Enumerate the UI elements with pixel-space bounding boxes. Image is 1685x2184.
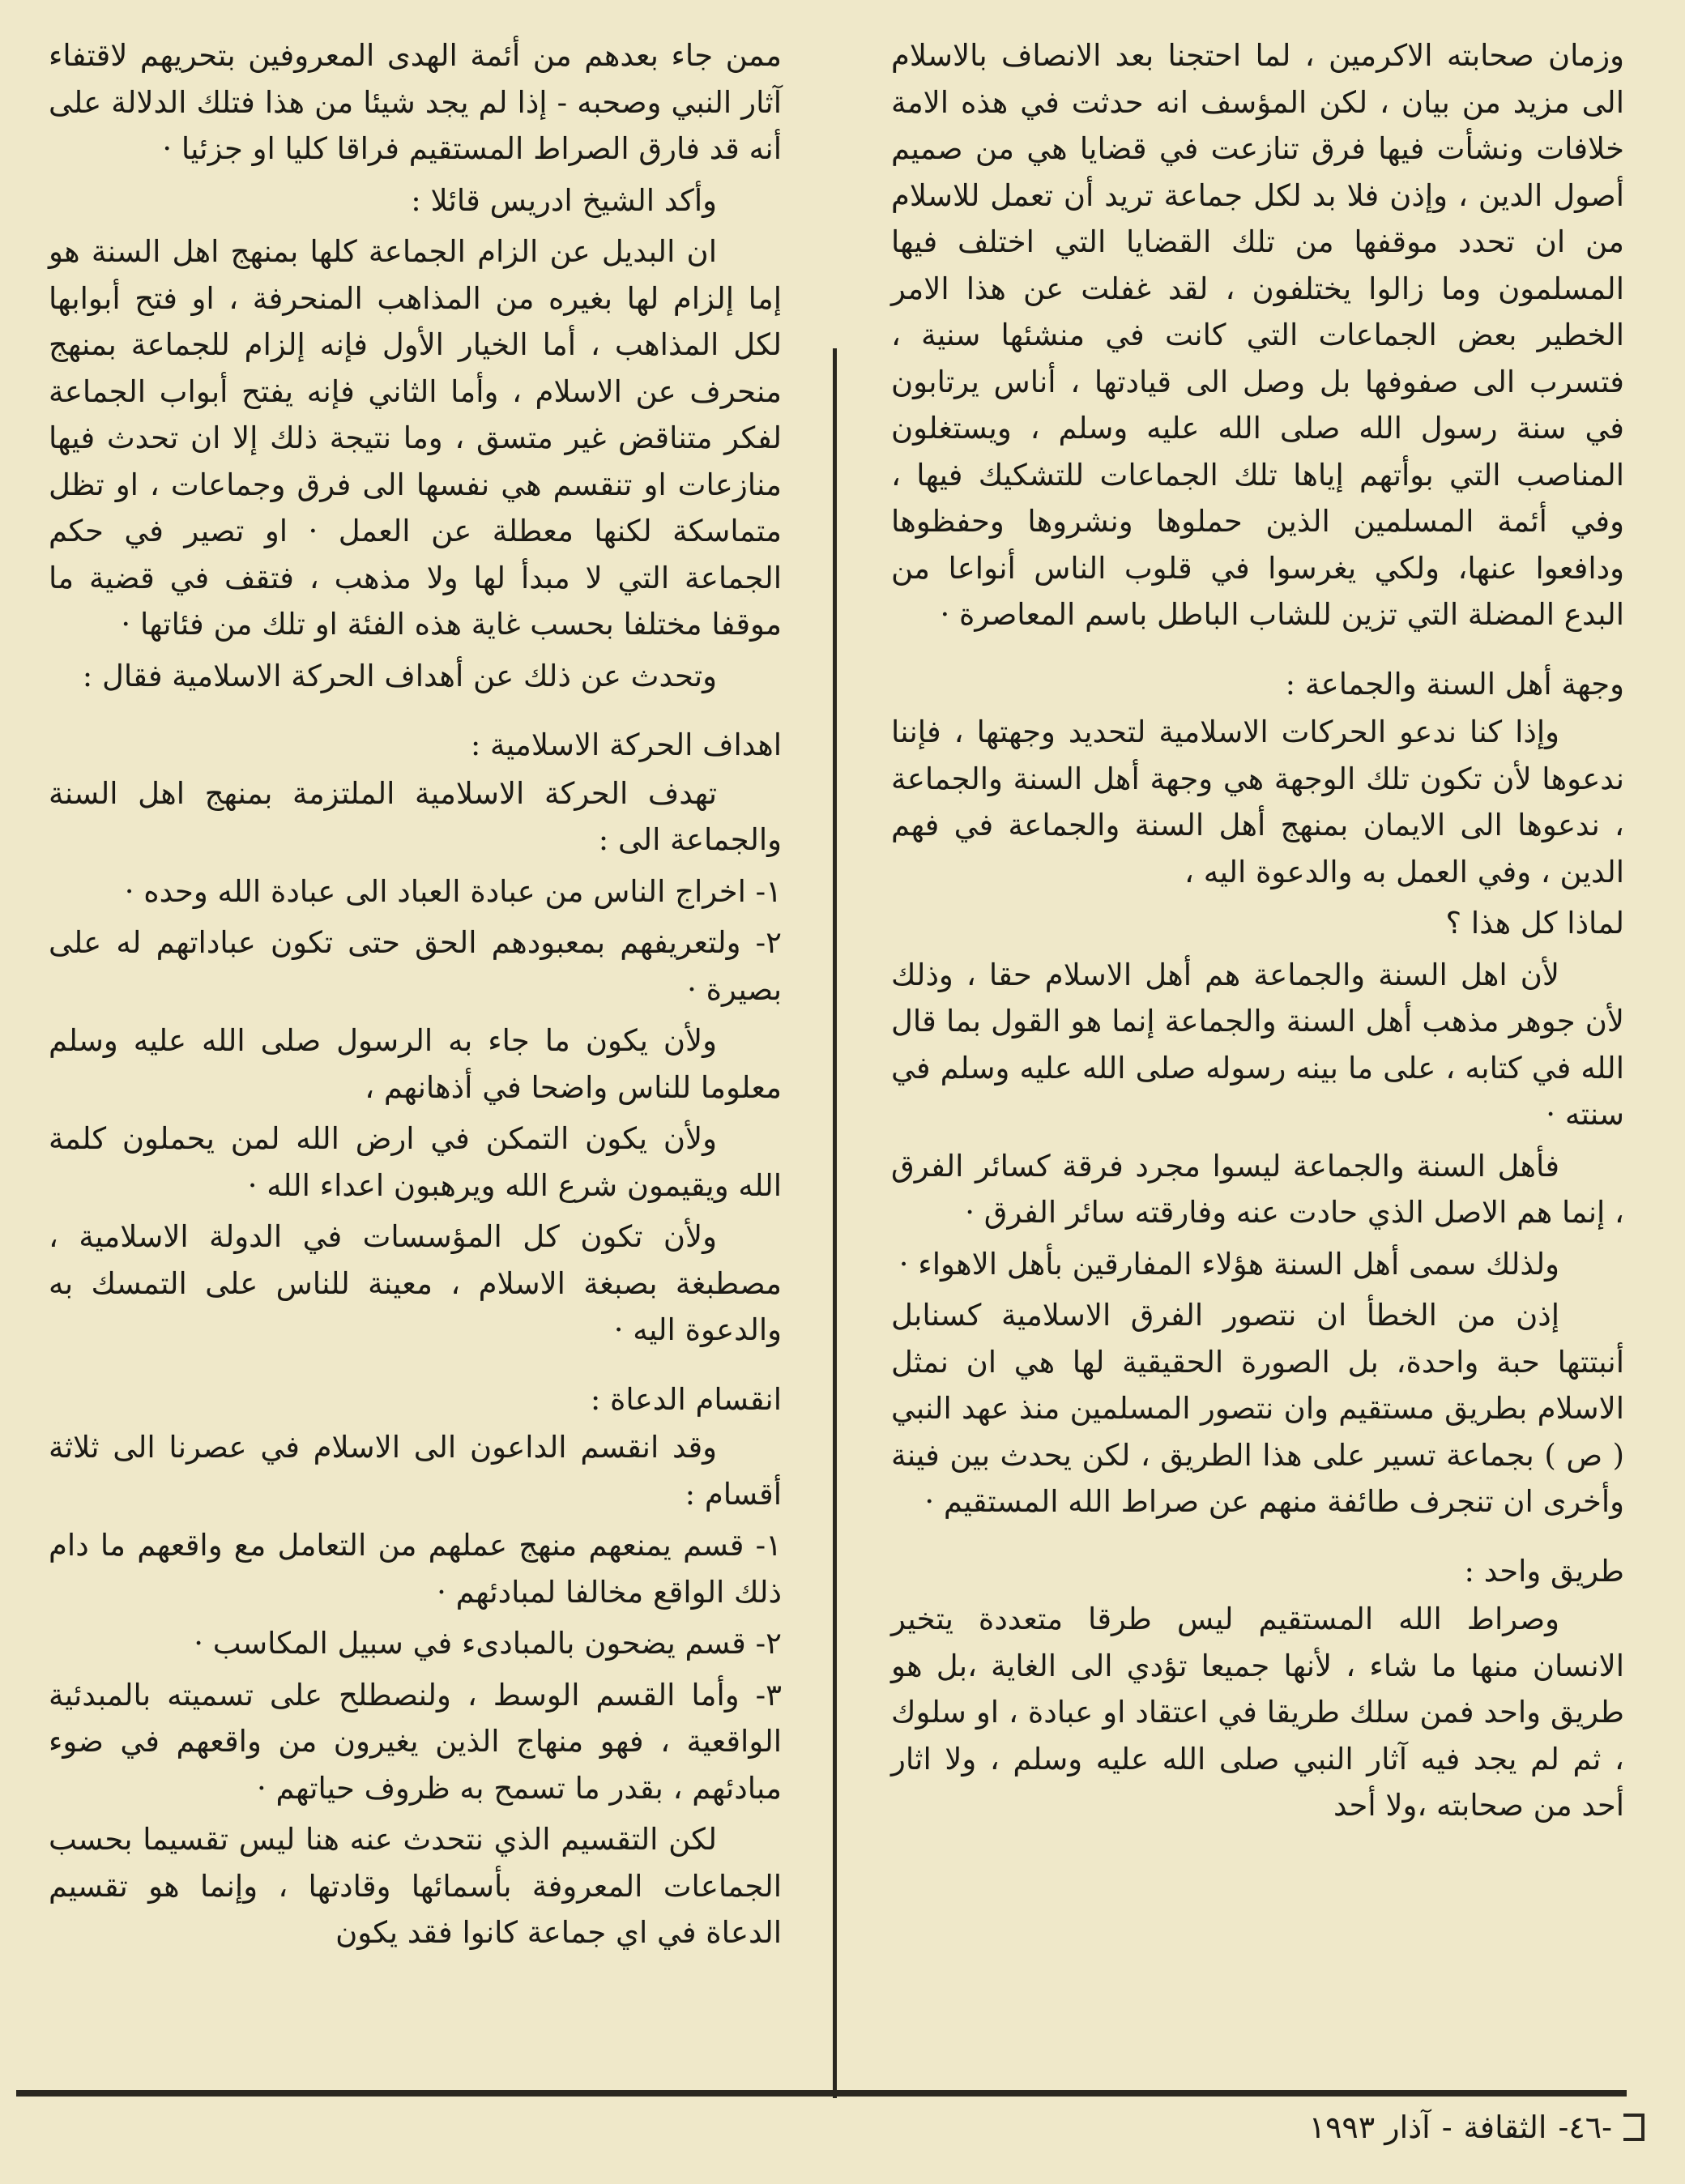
- paragraph: وتحدث عن ذلك عن أهداف الحركة الاسلامية فقال :: [82, 658, 717, 693]
- paragraph: لماذا كل هذا ؟: [1445, 906, 1624, 941]
- left-column: [49, 32, 782, 2058]
- page-number: -٤٦-: [1558, 2109, 1612, 2145]
- right-column: [891, 32, 1624, 2050]
- paragraph: لأن اهل السنة والجماعة هم أهل الاسلام حقا ، وذلك لأن جوهر مذهب أهل السنة والجماعة إنما هو القول بما قال الله في كتابه ، على ما بينه رسوله صلى الله عليه وسلم في سنته ·: [891, 957, 1624, 1132]
- paragraph: فأهل السنة والجماعة ليسوا مجرد فرقة كسائر الفرق ، إنما هم الاصل الذي حادت عنه وفارقته سائر الفرق ·: [891, 1148, 1624, 1230]
- section-heading: وجهة أهل السنة والجماعة :: [1285, 666, 1624, 702]
- paragraph: تهدف الحركة الاسلامية الملتزمة بمنهج اهل السنة والجماعة الى :: [49, 775, 782, 857]
- issue-date: آذار ١٩٩٣: [1308, 2109, 1431, 2145]
- paragraph: ان البديل عن الزام الجماعة كلها بمنهج اهل السنة هو إما إلزام لها بغيره من المذاهب المنحرفة ، او فتح أبوابها لكل المذاهب ، أما الخيار الأول فإنه إلزام للجماعة بمنهج منحرف عن الاسلام ، وأما الثاني فإنه يفتح أبواب الجماعة لفكر متناقض غير متسق ، وما نتيجة ذلك إلا ان تحدث فيها منازعات او تنقسم هي نفسها الى فرق وجماعات ، او تظل متماسكة لكنها معطلة عن العمل · او تصير في حكم الجماعة التي لا مبدأ لها ولا مذهب ، فتقف في قضية ما موقفا مختلفا بحسب غاية هذه الفئة او تلك من فئاتها ·: [49, 234, 782, 642]
- paragraph: وإذا كنا ندعو الحركات الاسلامية لتحديد وجهتها ، فإننا ندعوها لأن تكون تلك الوجهة هي وجهة أهل السنة والجماعة ، ندعوها الى الايمان بمنهج أهل السنة والجماعة في فهم الدين ، وفي العمل به والدعوة اليه ،: [891, 714, 1624, 889]
- paragraph: ممن جاء بعدهم من أئمة الهدى المعروفين بتحريهم لاقتفاء آثار النبي وصحبه - إذا لم يجد شيئا من هذا فتلك الدلالة على أنه قد فارق الصراط المستقيم فراقا كليا او جزئيا ·: [49, 38, 782, 166]
- paragraph: وزمان صحابته الاكرمين ، لما احتجنا بعد الانصاف بالاسلام الى مزيد من بيان ، لكن المؤسف انه حدثت في هذه الامة خلافات ونشأت فيها فرق تنازعت في قضايا هي من صميم أصول الدين ، وإذن فلا بد لكل جماعة تريد أن تعمل للاسلام من ان تحدد موقفها من تلك القضايا التي اختلف فيها المسلمون وما زالوا يختلفون ، لقد غفلت عن هذا الامر الخطير بعض الجماعات التي كانت في منشئها سنية ، فتسرب الى صفوفها بل وصل الى قيادتها ، أناس يرتابون في سنة رسول الله صلى الله عليه وسلم ، ويستغلون المناصب التي بوأتهم إياها تلك الجماعات للتشكيك فيها ، وفي أئمة المسلمين الذين حملوها ونشروها وحفظوها ودافعوا عنها، ولكي يغرسوا في قلوب الناس أنواعا من البدع المضلة التي تزين للشاب الباطل باسم المعاصرة ·: [891, 38, 1624, 632]
- paragraph: إذن من الخطأ ان نتصور الفرق الاسلامية كسنابل أنبتتها حبة واحدة، بل الصورة الحقيقية لها هي ان نمثل الاسلام بطريق مستقيم وان نتصور المسلمين منذ عهد النبي ( ص ) بجماعة تسير على هذا الطريق ، لكن يحدث بين فينة وأخرى ان تنجرف طائفة منهم عن صراط الله المستقيم ·: [891, 1298, 1624, 1519]
- paragraph: لكن التقسيم الذي نتحدث عنه هنا ليس تقسيما بحسب الجماعات المعروفة بأسمائها وقادتها ، وإنما هو تقسيم الدعاة في اي جماعة كانوا فقد يكون: [49, 1822, 782, 1950]
- section-heading: انقسام الدعاة :: [590, 1381, 782, 1417]
- paragraph: ولأن يكون التمكن في ارض الله لمن يحملون كلمة الله ويقيمون شرع الله ويرهبون اعداء الله ·: [49, 1121, 782, 1203]
- paragraph: وصراط الله المستقيم ليس طرقا متعددة يتخير الانسان منها ما شاء ، لأنها جميعا تؤدي الى الغاية ،بل هو طريق واحد فمن سلك طريقا في اعتقاد او عبادة ، او سلوك ، ثم لم يجد فيه آثار النبي صلى الله عليه وسلم ، ولا اثار أحد من صحابته ،ولا أحد: [891, 1602, 1624, 1823]
- paragraph: ولأن يكون ما جاء به الرسول صلى الله عليه وسلم معلوما للناس واضحا في أذهانهم ،: [49, 1023, 782, 1105]
- column-divider: [833, 348, 837, 2098]
- bracket-icon: [1623, 2114, 1644, 2141]
- list-item: ٢- قسم يضحون بالمبادىء في سبيل المكاسب ·: [194, 1626, 782, 1661]
- paragraph: ولذلك سمى أهل السنة هؤلاء المفارقين بأهل الاهواء ·: [898, 1246, 1559, 1282]
- magazine-name: الثقافة: [1463, 2109, 1547, 2145]
- section-heading: طريق واحد :: [1464, 1553, 1624, 1589]
- list-item: ٢- ولتعريفهم بمعبودهم الحق حتى تكون عباداتهم له على بصيرة ·: [49, 925, 782, 1007]
- footer-separator: -: [1441, 2109, 1453, 2145]
- list-item: ٣- وأما القسم الوسط ، ولنصطلح على تسميته بالمبدئية الواقعية ، فهو منهاج الذين يغيرون من واقعهم في ضوء مبادئهم ، بقدر ما تسمح به ظروف حياتهم ·: [49, 1677, 782, 1806]
- list-item: ١- قسم يمنعهم منهج عملهم من التعامل مع واقعهم ما دام ذلك الواقع مخالفا لمبادئهم ·: [49, 1528, 782, 1610]
- paragraph: وقد انقسم الداعون الى الاسلام في عصرنا الى ثلاثة أقسام :: [49, 1430, 782, 1512]
- page-footer: [1309, 2109, 1644, 2145]
- list-item: ١- اخراج الناس من عبادة العباد الى عبادة الله وحده ·: [124, 873, 782, 909]
- footer-rule: [16, 2090, 1627, 2097]
- paragraph: ولأن تكون كل المؤسسات في الدولة الاسلامية ، مصطبغة بصبغة الاسلام ، معينة للناس على التمسك به والدعوة اليه ·: [49, 1219, 782, 1347]
- paragraph: وأكد الشيخ ادريس قائلا :: [411, 182, 717, 218]
- section-heading: اهداف الحركة الاسلامية :: [470, 727, 782, 762]
